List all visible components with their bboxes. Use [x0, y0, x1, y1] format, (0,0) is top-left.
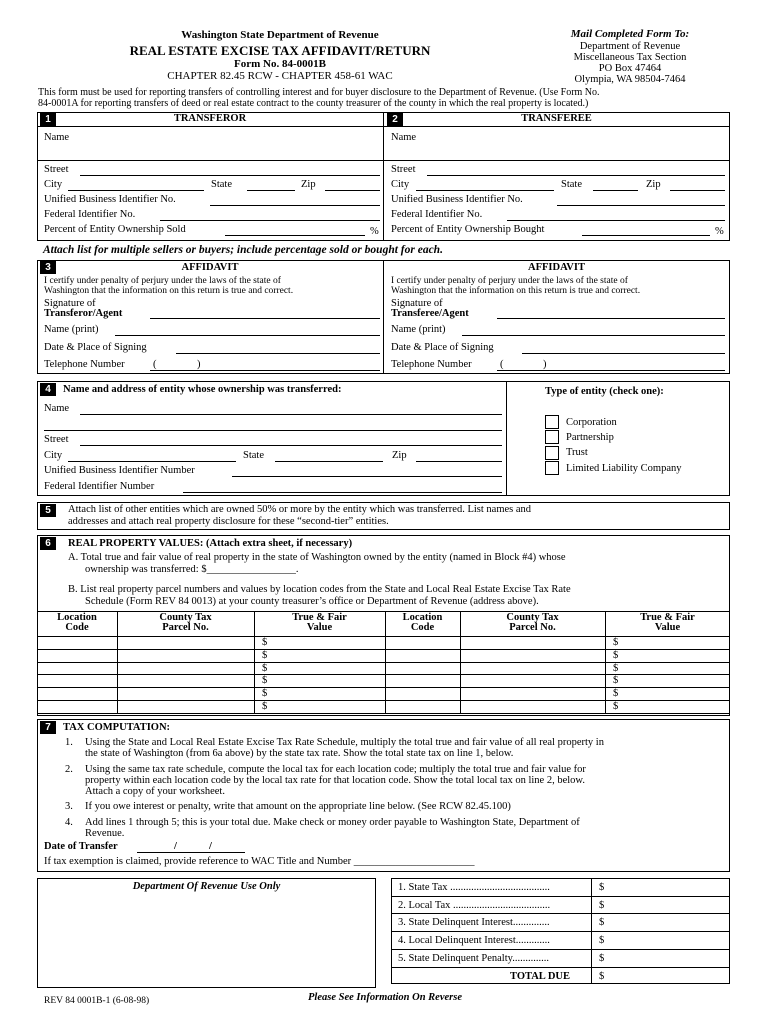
transferee-sig-label: Transferee/Agent: [391, 308, 469, 319]
tax-step-4-line-2: Revenue.: [85, 828, 125, 839]
name-print-left-field[interactable]: [115, 335, 380, 336]
telephone-right-field[interactable]: [497, 370, 725, 371]
property-b-line-1: B. List real property parcel numbers and values by location codes from the State and Local Real Estate Excise Tax Rate: [68, 584, 571, 595]
total-dollar-sign: $: [599, 952, 605, 964]
name-print-right-label: Name (print): [391, 324, 446, 335]
value-cell[interactable]: [623, 700, 723, 713]
value-dollar-sign: $: [262, 662, 268, 674]
col-parcel-left-header: County Tax: [159, 612, 212, 623]
value-dollar-sign: $: [262, 637, 268, 648]
total-line-2-label: 2. Local Tax .....................................: [398, 899, 551, 911]
table-cell[interactable]: [460, 674, 530, 687]
transferee-pct-field[interactable]: [582, 235, 710, 236]
tax-step-1-num: 1.: [65, 737, 73, 748]
transferor-state-field[interactable]: [247, 190, 295, 191]
total-due-field[interactable]: [610, 967, 728, 985]
transferor-street-field[interactable]: [80, 175, 380, 176]
tax-computation-title: TAX COMPUTATION:: [63, 722, 171, 733]
total-line-1-label: 1. State Tax ......................................: [398, 882, 550, 893]
value-dollar-sign: $: [613, 637, 619, 648]
entity-state-field[interactable]: [275, 461, 383, 462]
value-cell[interactable]: [623, 636, 723, 649]
telephone-left-paren-open: (: [153, 359, 157, 370]
tax-step-2-line-2: property within each location code by the local tax rate for that location code. Show the total local tax on line 2, below.: [85, 775, 585, 786]
table-cell[interactable]: [117, 687, 187, 700]
block-4-number: 4: [40, 383, 56, 396]
transferor-fed-field[interactable]: [160, 220, 380, 221]
date-place-left-label: Date & Place of Signing: [44, 342, 147, 353]
telephone-right-label: Telephone Number: [391, 359, 472, 370]
entity-fed-label: Federal Identifier Number: [44, 481, 155, 492]
entity-city-label: City: [44, 450, 63, 461]
telephone-left-paren-close: ): [197, 359, 201, 370]
total-line-3-label: 3. State Delinquent Interest..............: [398, 917, 550, 929]
block-6-number: 6: [40, 537, 56, 550]
affidavit-title-right: AFFIDAVIT: [528, 262, 585, 273]
certify-left-1: I certify under penalty of perjury under the laws of the state of: [44, 276, 281, 286]
transferee-state-field[interactable]: [593, 190, 638, 191]
llc-checkbox[interactable]: [545, 461, 559, 475]
table-cell[interactable]: [460, 636, 530, 649]
transferee-state-label: State: [561, 179, 582, 190]
transferee-title: TRANSFEREE: [521, 113, 592, 124]
certify-right-1: I certify under penalty of perjury under the laws of the state of: [391, 276, 628, 286]
tax-step-2-num: 2.: [65, 764, 73, 775]
entity-name-field[interactable]: [80, 414, 502, 415]
table-cell[interactable]: [385, 674, 455, 687]
col-loc-right-header-2: Code: [410, 622, 435, 633]
entity-zip-field[interactable]: [416, 461, 502, 462]
col-parcel-right-header-2: Parcel No.: [509, 622, 556, 633]
table-cell[interactable]: [385, 700, 455, 713]
value-cell[interactable]: [272, 687, 372, 700]
entity-street-label: Street: [44, 434, 69, 445]
intro-line-1: This form must be used for reporting transfers of controlling interest and for buyer disclosure to the Department of Revenue. (Use Form No.: [38, 87, 600, 98]
telephone-left-field[interactable]: [150, 370, 380, 371]
table-cell[interactable]: [37, 700, 107, 713]
date-of-transfer-field[interactable]: [137, 852, 245, 853]
dor-use-title: Department Of Revenue Use Only: [132, 881, 281, 892]
transferor-pct-sign: %: [370, 226, 379, 237]
transferee-fed-label: Federal Identifier No.: [391, 209, 483, 220]
tax-step-3-num: 3.: [65, 801, 73, 812]
transferor-city-field[interactable]: [68, 190, 204, 191]
col-value-left-header: True & Fair: [292, 612, 347, 623]
total-dollar-sign: $: [599, 935, 605, 947]
transferor-pct-field[interactable]: [225, 235, 365, 236]
table-cell[interactable]: [460, 649, 530, 662]
entity-type-title: Type of entity (check one):: [545, 386, 664, 397]
value-cell[interactable]: [272, 636, 372, 649]
block-2-number: 2: [387, 113, 403, 126]
value-cell[interactable]: [623, 649, 723, 662]
property-values-title: REAL PROPERTY VALUES: (Attach extra sheet, if necessary): [68, 538, 353, 549]
col-value-right-header: True & Fair: [640, 612, 695, 623]
value-dollar-sign: $: [262, 649, 268, 661]
block-7-number: 7: [40, 721, 56, 734]
dept-name: Washington State Department of Revenue: [181, 29, 379, 41]
dor-use-box: [37, 878, 376, 988]
col-value-right-header-2: Value: [654, 622, 681, 633]
total-line-2-field[interactable]: [610, 896, 728, 914]
certify-right-2: Washington that the information on this return is true and correct.: [391, 286, 641, 296]
transferee-zip-label: Zip: [646, 179, 661, 190]
tax-step-2-line-3: Attach a copy of your worksheet.: [85, 786, 225, 797]
value-dollar-sign: $: [613, 701, 619, 712]
transferor-city-label: City: [44, 179, 63, 190]
transferor-ubi-field[interactable]: [210, 205, 380, 206]
transferor-ubi-label: Unified Business Identifier No.: [44, 194, 176, 205]
total-dollar-sign: $: [599, 970, 605, 982]
property-a-line-2: ownership was transferred: $_________________.: [85, 564, 299, 575]
entity-ubi-label: Unified Business Identifier Number: [44, 465, 195, 476]
total-dollar-sign: $: [599, 899, 605, 911]
block-3-number: 3: [40, 261, 56, 274]
tax-step-2-line-1: Using the same tax rate schedule, compute the local tax for each location code; multiply the total true and fair value for: [85, 764, 586, 775]
transferee-name-label: Name: [391, 132, 417, 143]
transferor-zip-label: Zip: [301, 179, 316, 190]
transferee-ubi-field[interactable]: [557, 205, 725, 206]
col-loc-right-header: Location: [402, 612, 443, 623]
date-place-right-field[interactable]: [522, 353, 725, 354]
second-tier-line-1: Attach list of other entities which are owned 50% or more by the entity which was transferred. List names and: [68, 504, 532, 515]
total-line-5-field[interactable]: [610, 949, 728, 967]
table-cell[interactable]: [117, 674, 187, 687]
telephone-left-label: Telephone Number: [44, 359, 125, 370]
transferor-state-label: State: [211, 179, 232, 190]
chapter-ref: CHAPTER 82.45 RCW - CHAPTER 458-61 WAC: [167, 70, 393, 82]
property-a-line-1: A. Total true and fair value of real property in the state of Washington owned by the entity (named in Block #4) whose: [68, 552, 566, 563]
entity-name-label: Name: [44, 403, 70, 414]
table-cell[interactable]: [385, 687, 455, 700]
transferee-street-label: Street: [391, 164, 416, 175]
col-loc-left-header-2: Code: [65, 622, 89, 633]
value-cell[interactable]: [272, 649, 372, 662]
second-tier-line-2: addresses and attach real property disclosure for these “second-tier” entities.: [68, 516, 389, 527]
total-line-3-field[interactable]: [610, 913, 728, 931]
col-parcel-left-header-2: Parcel No.: [162, 622, 209, 633]
partnership-label: Partnership: [566, 432, 614, 443]
table-cell[interactable]: [37, 636, 107, 649]
table-cell[interactable]: [37, 674, 107, 687]
table-cell[interactable]: [37, 687, 107, 700]
transferee-pct-label: Percent of Entity Ownership Bought: [391, 224, 545, 235]
table-cell[interactable]: [460, 662, 530, 675]
entity-state-label: State: [243, 450, 264, 461]
value-dollar-sign: $: [613, 649, 619, 661]
partnership-checkbox[interactable]: [545, 430, 559, 444]
affidavit-title-left: AFFIDAVIT: [181, 262, 239, 273]
date-slash-2: /: [209, 841, 212, 852]
certify-left-2: Washington that the information on this return is true and correct.: [44, 286, 294, 296]
transferor-street-label: Street: [44, 164, 69, 175]
date-slash-1: /: [174, 841, 177, 852]
trust-label: Trust: [566, 447, 588, 458]
block-5-number: 5: [40, 504, 56, 517]
value-cell[interactable]: [623, 662, 723, 675]
table-cell[interactable]: [117, 662, 187, 675]
transferee-fed-field[interactable]: [507, 220, 725, 221]
value-dollar-sign: $: [262, 688, 268, 700]
total-due-label: TOTAL DUE: [510, 970, 571, 982]
transferee-street-field[interactable]: [427, 175, 725, 176]
transferor-fed-label: Federal Identifier No.: [44, 209, 136, 220]
date-place-left-field[interactable]: [176, 353, 380, 354]
form-title: REAL ESTATE EXCISE TAX AFFIDAVIT/RETURN: [129, 43, 431, 58]
total-line-5-label: 5. State Delinquent Penalty..............: [398, 952, 549, 964]
table-cell[interactable]: [385, 649, 455, 662]
name-print-left-label: Name (print): [44, 324, 99, 335]
mail-title: Mail Completed Form To:: [570, 28, 690, 40]
tax-step-3-line: If you owe interest or penalty, write that amount on the appropriate line below. (See RCW 82.45.100): [85, 801, 511, 812]
trust-checkbox[interactable]: [545, 446, 559, 460]
form-revision: REV 84 0001B-1 (6-08-98): [44, 996, 150, 1006]
transferee-city-field[interactable]: [416, 190, 554, 191]
telephone-right-paren-close: ): [543, 359, 547, 370]
reverse-note: Please See Information On Reverse: [308, 992, 462, 1003]
entity-city-field[interactable]: [68, 461, 236, 462]
total-dollar-sign: $: [599, 917, 605, 929]
table-cell[interactable]: [117, 700, 187, 713]
transferor-pct-label: Percent of Entity Ownership Sold: [44, 224, 186, 235]
intro-line-2: 84-0001A for reporting transfers of deed or real estate contract to the county treasurer of the county in which the real property is located.): [38, 98, 589, 109]
value-dollar-sign: $: [613, 688, 619, 700]
transferor-zip-field[interactable]: [325, 190, 380, 191]
transferee-pct-sign: %: [715, 226, 724, 237]
sig-of-right: Signature of: [391, 298, 443, 309]
form-number: Form No. 84-0001B: [234, 58, 326, 70]
value-dollar-sign: $: [262, 675, 268, 687]
sig-of-left: Signature of: [44, 298, 96, 309]
tax-step-4-num: 4.: [65, 817, 73, 828]
transferor-sig-label: Transferor/Agent: [44, 308, 123, 319]
property-b-line-2: Schedule (Form REV 84 0013) at your county treasurer’s office or Department of Revenue (address above).: [85, 596, 539, 607]
entity-zip-label: Zip: [392, 450, 407, 461]
value-dollar-sign: $: [262, 701, 268, 712]
value-cell[interactable]: [272, 662, 372, 675]
attach-note: Attach list for multiple sellers or buyers; include percentage sold or bought for each.: [43, 244, 443, 256]
col-value-left-header-2: Value: [306, 622, 333, 633]
transferor-signature-field[interactable]: [150, 318, 380, 319]
exemption-label: If tax exemption is claimed, provide reference to WAC Title and Number _______________________: [44, 856, 475, 867]
mail-line-4: Olympia, WA 98504-7464: [574, 74, 686, 85]
date-of-transfer-label: Date of Transfer: [44, 841, 118, 852]
table-cell[interactable]: [117, 649, 187, 662]
corporation-checkbox[interactable]: [545, 415, 559, 429]
entity-fed-field[interactable]: [183, 492, 502, 493]
total-line-1-field[interactable]: [610, 878, 728, 896]
transferee-ubi-label: Unified Business Identifier No.: [391, 194, 523, 205]
block-1-number: 1: [40, 113, 56, 126]
entity-street-field[interactable]: [80, 445, 502, 446]
table-cell[interactable]: [117, 636, 187, 649]
transferee-signature-field[interactable]: [497, 318, 725, 319]
transferor-title: TRANSFEROR: [173, 113, 247, 124]
mail-line-3: PO Box 47464: [598, 63, 662, 74]
llc-label: Limited Liability Company: [566, 463, 682, 474]
transferee-zip-field[interactable]: [670, 190, 725, 191]
tax-step-4-line-1: Add lines 1 through 5; this is your total due. Make check or money order payable to Washington State, Department of: [85, 817, 580, 828]
value-cell[interactable]: [623, 674, 723, 687]
transferee-city-label: City: [391, 179, 410, 190]
mail-line-2: Miscellaneous Tax Section: [573, 52, 687, 63]
table-cell[interactable]: [460, 687, 530, 700]
corporation-label: Corporation: [566, 417, 617, 428]
entity-ubi-field[interactable]: [232, 476, 502, 477]
value-dollar-sign: $: [613, 662, 619, 674]
transferor-name-label: Name: [44, 132, 70, 143]
date-place-right-label: Date & Place of Signing: [391, 342, 494, 353]
table-cell[interactable]: [37, 662, 107, 675]
name-print-right-field[interactable]: [462, 335, 725, 336]
value-cell[interactable]: [272, 674, 372, 687]
table-cell[interactable]: [385, 662, 455, 675]
tax-step-1-line-2: the state of Washington (from 6a above) by the state tax rate. Show the total state tax on line 1, below.: [85, 748, 514, 759]
total-line-4-field[interactable]: [610, 931, 728, 949]
total-dollar-sign: $: [599, 882, 605, 893]
col-parcel-right-header: County Tax: [506, 612, 559, 623]
entity-name-field-2[interactable]: [44, 430, 502, 431]
entity-title: Name and address of entity whose ownership was transferred:: [63, 384, 342, 395]
telephone-right-paren-open: (: [500, 359, 504, 370]
tax-step-1-line-1: Using the State and Local Real Estate Excise Tax Rate Schedule, multiply the total true and fair value of all real property in: [85, 737, 604, 748]
total-line-4-label: 4. Local Delinquent Interest.............: [398, 935, 550, 947]
col-loc-left-header: Location: [57, 612, 97, 623]
value-dollar-sign: $: [613, 675, 619, 687]
entity-box: [37, 381, 730, 496]
table-cell[interactable]: [385, 636, 455, 649]
value-cell[interactable]: [623, 687, 723, 700]
table-cell[interactable]: [460, 700, 530, 713]
mail-line-1: Department of Revenue: [579, 41, 681, 52]
value-cell[interactable]: [272, 700, 372, 713]
table-cell[interactable]: [37, 649, 107, 662]
